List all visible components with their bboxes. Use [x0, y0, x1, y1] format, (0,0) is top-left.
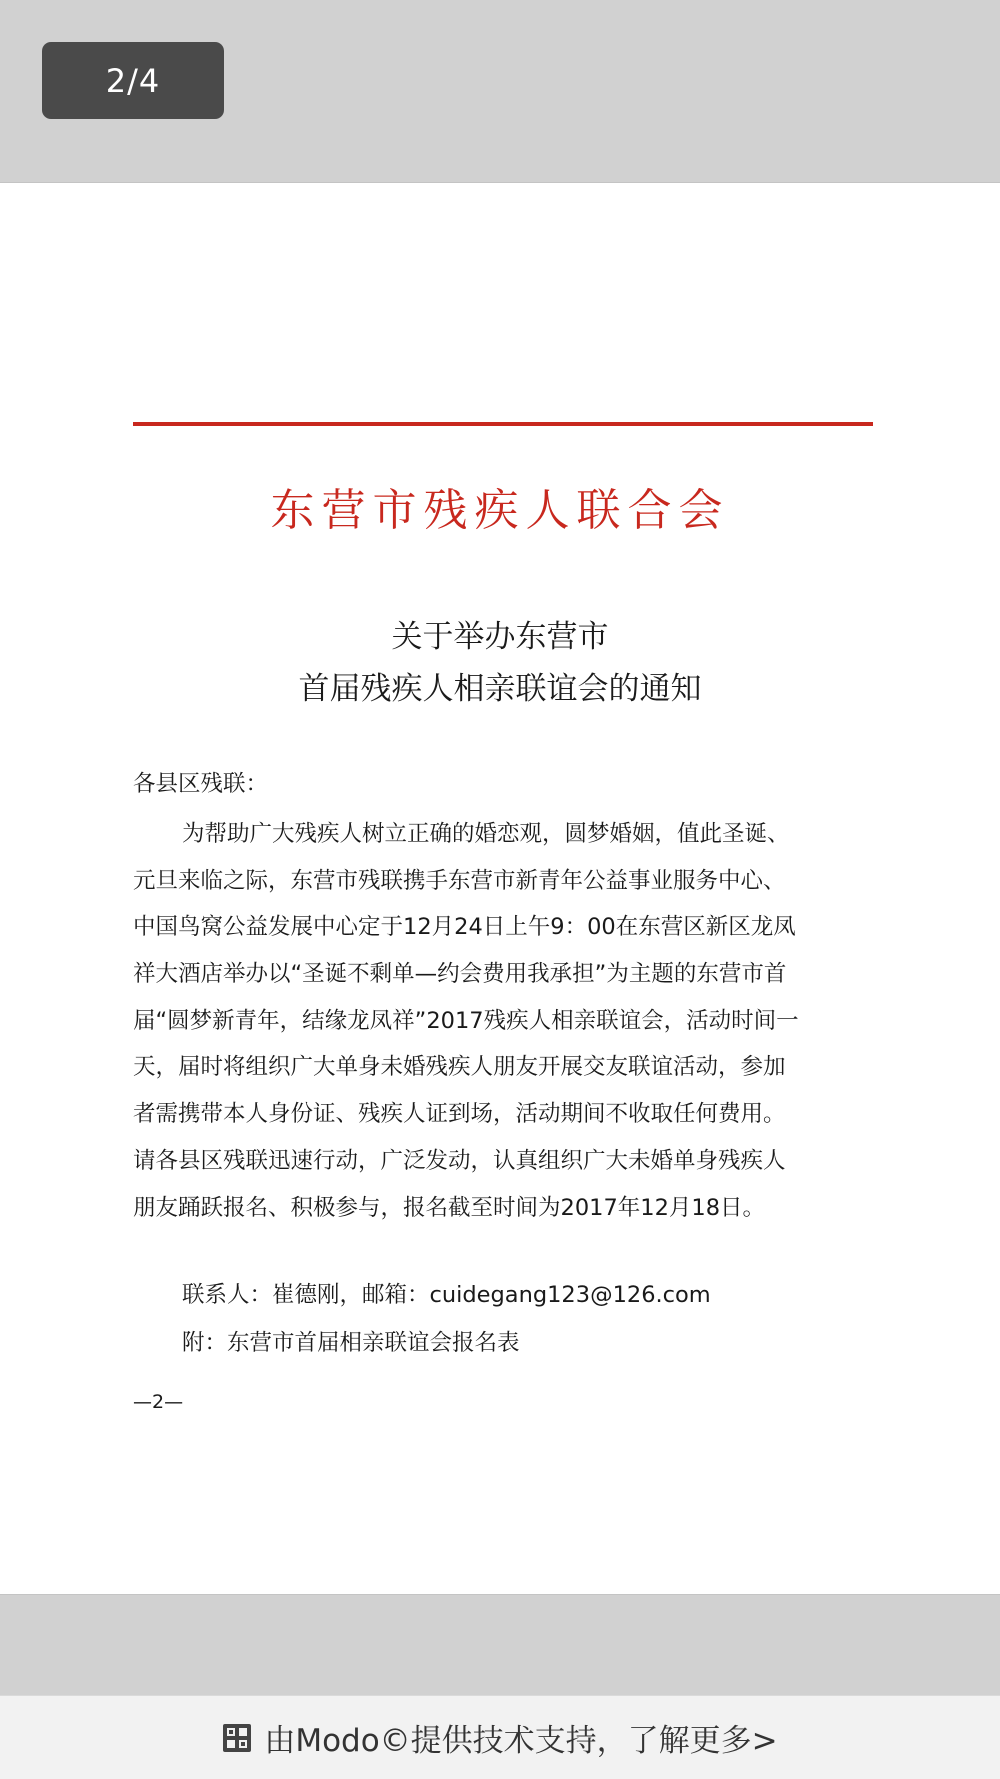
document-title	[0, 611, 1000, 715]
body-line: 天，届时将组织广大单身未婚残疾人朋友开展交友联谊活动，参加	[133, 1054, 786, 1081]
salutation: 各县区残联：	[133, 771, 269, 797]
body-line: 元旦来临之际，东营市残联携手东营市新青年公益事业服务中心、	[133, 867, 786, 894]
body-line: 朋友踊跃报名、积极参与，报名截至时间为2017年12月18日。	[133, 1194, 766, 1221]
body-paragraph	[133, 811, 893, 1231]
modo-icon	[222, 1723, 252, 1753]
body-line: 为帮助广大残疾人树立正确的婚恋观，圆梦婚姻，值此圣诞、	[182, 821, 790, 847]
body-line: 届“圆梦新青年，结缘龙凤祥”2017残疾人相亲联谊会，活动时间一	[133, 1007, 799, 1034]
footer-support-link[interactable]	[0, 1695, 1000, 1779]
attachment-note: 附：东营市首届相亲联谊会报名表	[182, 1330, 520, 1356]
body-line: 者需携带本人身份证、残疾人证到场，活动期间不收取任何费用。	[133, 1101, 786, 1128]
organization-name: 东营市残疾人联合会	[270, 485, 730, 536]
document-title-line: 关于举办东营市	[391, 619, 609, 655]
red-header-rule	[133, 422, 873, 426]
page-number: —2—	[133, 1391, 184, 1413]
body-line: 祥大酒店举办以“圣诞不剩单—约会费用我承担”为主题的东营市首	[133, 961, 787, 988]
contact-info: 联系人：崔德刚，邮箱：cuidegang123@126.com	[182, 1282, 711, 1308]
body-line: 请各县区残联迅速行动，广泛发动，认真组织广大未婚单身残疾人	[133, 1147, 786, 1174]
footer-text[interactable]: 由Modo©提供技术支持，了解更多>	[264, 1723, 778, 1759]
document-page	[0, 182, 1000, 1595]
page-indicator-badge: 2/4	[42, 42, 224, 119]
document-title-line: 首届残疾人相亲联谊会的通知	[298, 671, 702, 707]
body-line: 中国鸟窝公益发展中心定于12月24日上午9：00在东营区新区龙凤	[133, 914, 796, 941]
